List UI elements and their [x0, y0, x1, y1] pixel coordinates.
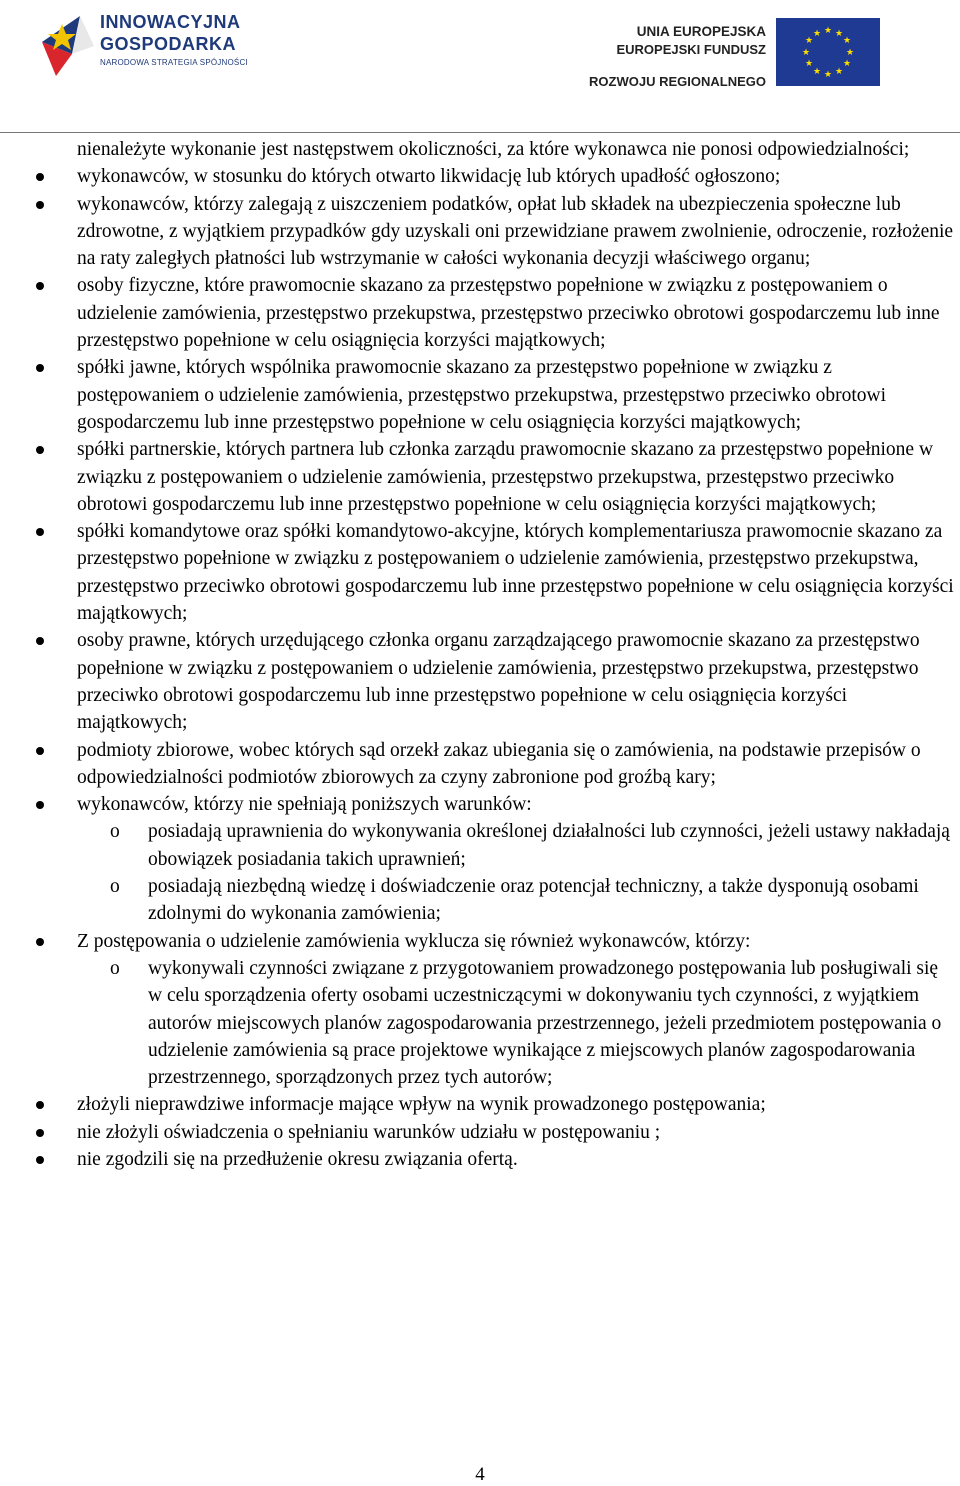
continuation-text: nienależyte wykonanie jest następstwem okoliczności, za które wykonawca nie ponosi odpowiedzialności;: [77, 139, 910, 160]
list-item: złożyli nieprawdziwe informacje mające wpływ na wynik prowadzonego postępowania;: [0, 1091, 960, 1118]
sub-bullet-icon: o: [110, 821, 120, 843]
eu-logo: [590, 18, 890, 90]
header-divider: [0, 132, 960, 133]
svg-text:★: ★: [804, 59, 814, 69]
svg-text:★: ★: [823, 26, 833, 36]
sub-list-item: o posiadają uprawnienia do wykonywania określonej działalności lub czynności, jeżeli ustawy nakładają obowiązek posiadania takich uprawnień;: [0, 818, 960, 873]
svg-text:★: ★: [845, 48, 855, 58]
list-item: wykonawców, którzy nie spełniają poniższych warunków:: [0, 791, 960, 818]
logo-line-1: INNOWACYJNA: [100, 12, 241, 32]
eu-logo-line-2: EUROPEJSKI FUNDUSZ: [616, 42, 766, 57]
list-item: Z postępowania o udzielenie zamówienia wyklucza się również wykonawców, którzy:: [0, 928, 960, 955]
list-item: spółki jawne, których wspólnika prawomocnie skazano za przestępstwo popełnione w związku z postępowaniem o udzielenie zamówienia, przestępstwo przekupstwa, przestępstwo przeciwko obrotowi gospodarczemu lub inne przestępstwo popełnione w celu osiągnięcia korzyści majątkowych;: [0, 354, 960, 436]
bullet-icon: [36, 1156, 44, 1164]
sub-bullet-icon: o: [110, 876, 120, 898]
bullet-icon: [36, 446, 44, 454]
bullet-icon: [36, 938, 44, 946]
page-header: [0, 0, 960, 134]
logo-line-3: NARODOWA STRATEGIA SPÓJNOŚCI: [100, 58, 248, 67]
list-item: nie zgodzili się na przedłużenie okresu związania ofertą.: [0, 1146, 960, 1173]
page-number: 4: [475, 1464, 485, 1485]
svg-text:★: ★: [842, 36, 852, 46]
bullet-icon: [36, 528, 44, 536]
bullet-icon: [36, 201, 44, 209]
eu-logo-line-1: UNIA EUROPEJSKA: [636, 24, 766, 39]
innowacyjna-gospodarka-logo: [36, 2, 266, 82]
list-item: osoby fizyczne, które prawomocnie skazano za przestępstwo popełnione w związku z postępowaniem o udzielenie zamówienia, przestępstwo przekupstwa, przestępstwo przeciwko obrotowi gospodarczemu lub inne przestępstwo popełnione w celu osiągnięcia korzyści majątkowych;: [0, 272, 960, 354]
eu-logo-line-3: ROZWOJU REGIONALNEGO: [589, 74, 766, 89]
logo-line-2: GOSPODARKA: [100, 34, 237, 54]
list-item: podmioty zbiorowe, wobec których sąd orzekł zakaz ubiegania się o zamówienia, na podstawie przepisów o odpowiedzialności podmiotów zbiorowych za czyny zabronione pod groźbą kary;: [0, 737, 960, 792]
sub-list-item: o wykonywali czynności związane z przygotowaniem prowadzonego postępowania lub posługiwali się w celu sporządzenia oferty osobami uczestniczącymi w dokonywaniu tych czynności, z wyjątkiem autorów miejscowych planów zagospodarowania przestrzennego, jeżeli przedmiotem postępowania o udzielenie zamówienia są prace projektowe wynikające z miejscowych planów zagospodarowania przestrzennego, sporządzonych przez tych autorów;: [0, 955, 960, 1091]
svg-text:★: ★: [804, 36, 814, 46]
list-item: nie złożyli oświadczenia o spełnianiu warunków udziału w postępowaniu ;: [0, 1119, 960, 1146]
sub-list-item: o posiadają niezbędną wiedzę i doświadczenie oraz potencjał techniczny, a także dysponują osobami zdolnymi do wykonania zamówienia;: [0, 873, 960, 928]
bullet-icon: [36, 747, 44, 755]
list-item: spółki komandytowe oraz spółki komandytowo-akcyjne, których komplementariusza prawomocnie skazano za przestępstwo popełnione w związku z postępowaniem o udzielenie zamówienia, przestępstwo przekupstwa, przestępstwo przeciwko obrotowi gospodarczemu lub inne przestępstwo popełnione w celu osiągnięcia korzyści majątkowych;: [0, 518, 960, 627]
bullet-icon: [36, 173, 44, 181]
list-item: wykonawców, którzy zalegają z uiszczeniem podatków, opłat lub składek na ubezpieczenia społeczne lub zdrowotne, z wyjątkiem przypadków gdy uzyskali oni przewidziane prawem zwolnienie, odroczenie, rozłożenie na raty zaległych płatności lub wstrzymanie w całości wykonania decyzji właściwego organu;: [0, 191, 960, 273]
svg-text:★: ★: [834, 29, 844, 39]
sub-bullet-icon: o: [110, 957, 120, 979]
svg-text:★: ★: [834, 67, 844, 77]
flag-star-icon: [36, 2, 98, 82]
bullet-icon: [36, 801, 44, 809]
svg-text:★: ★: [801, 48, 811, 58]
svg-text:★: ★: [812, 67, 822, 77]
list-item: osoby prawne, których urzędującego członka organu zarządzającego prawomocnie skazano za przestępstwo popełnione w związku z postępowaniem o udzielenie zamówienia, przestępstwo przekupstwa, przestępstwo przeciwko obrotowi gospodarczemu lub inne przestępstwo popełnione w celu osiągnięcia korzyści majątkowych;: [0, 627, 960, 736]
list-item: spółki partnerskie, których partnera lub członka zarządu prawomocnie skazano za przestępstwo popełnione w związku z postępowaniem o udzielenie zamówienia, przestępstwo przekupstwa, przestępstwo przeciwko obrotowi gospodarczemu lub inne przestępstwo popełnione w celu osiągnięcia korzyści majątkowych;: [0, 436, 960, 518]
svg-text:★: ★: [823, 70, 833, 80]
bullet-icon: [36, 282, 44, 290]
bullet-icon: [36, 364, 44, 372]
document-body: [0, 134, 960, 1173]
bullet-icon: [36, 637, 44, 645]
bullet-icon: [36, 1101, 44, 1109]
bullet-icon: [36, 1129, 44, 1137]
eu-flag-icon: [776, 18, 880, 86]
svg-text:★: ★: [812, 29, 822, 39]
list-item: wykonawców, w stosunku do których otwarto likwidację lub których upadłość ogłoszono;: [0, 163, 960, 190]
svg-text:★: ★: [842, 59, 852, 69]
